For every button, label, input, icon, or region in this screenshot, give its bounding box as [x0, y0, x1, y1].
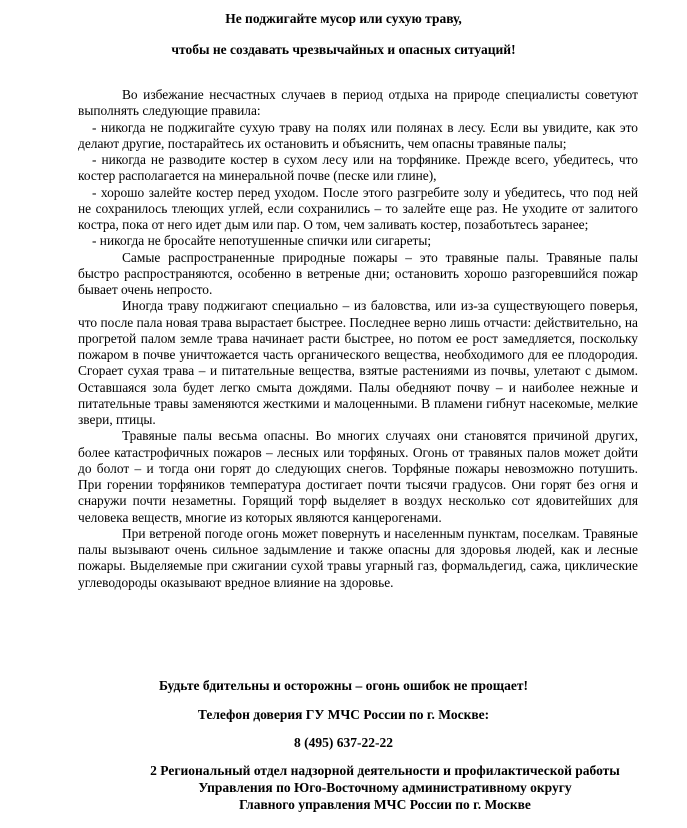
rule-item-4: - никогда не бросайте непотушенные спички или сигареты; — [92, 233, 432, 249]
warning-slogan: Будьте бдительны и осторожны – огонь ошибок не прощает! — [158, 678, 529, 693]
paragraph-danger: Травяные палы весьма опасны. Во многих случаях они становятся причиной других, более катастрофичных пожаров – лесных или торфяных. Огонь от травяных палов может дойти до болот – и тогда они горят до следующих снегов. Торфяные пожары невозможно потушить. При горении торфяников температура достигает почти тысячи градусов. Они горят без огня и снаружи почти незаметны. Горящий торф выделяет в воздух несколько сот ядовитейших для человека веществ, многие из которых являются канцерогенами. — [78, 428, 638, 525]
document-body — [78, 87, 638, 591]
title-line-1: Не поджигайте мусор или сухую траву, — [225, 11, 462, 26]
rule-item-2: - никогда не разводите костер в сухом лесу или на торфянике. Прежде всего, убедитесь, что костер располагается на минеральной почве (песке или глине), — [78, 152, 638, 184]
paragraph-arson-reasons: Иногда траву поджигают специально – из баловства, или из-за существующего поверья, что после пала новая трава вырастает быстрее. Последнее верно лишь отчасти: действительно, на прогретой палом земле трава начинает расти быстрее, но потом ее рост замедляется, поскольку пожаром в почве уничтожается часть органического вещества, необходимого для ее плодородия. Сгорает сухая трава – и питательные вещества, взятые растениями из почвы, улетают с дымом. Оставшаяся зола будет легко смыта дождями. Палы обедняют почву – и наиболее нежные и питательные травы заменяются жесткими и малоценными. В пламени гибнут насекомые, мелкие звери, птицы. — [78, 298, 638, 427]
paragraph-grass-fires: Самые распространенные природные пожары – это травяные палы. Травяные палы быстро распространяются, особенно в ветреные дни; остановить хорошо разгоревшийся пожар бывает очень непросто. — [78, 249, 638, 297]
rule-item-3: - хорошо залейте костер перед уходом. После этого разгребите золу и убедитесь, что под ней не сохранилось тлеющих углей, если сохранились – то залейте еще раз. Не уходите от залитого костра, пока от него идет дым или пар. О том, чем заливать костер, позаботьтесь заранее; — [78, 184, 638, 232]
department-line-3: Главного управления МЧС России по г. Москве — [239, 797, 531, 812]
paragraph-windy-weather: При ветреной погоде огонь может повернуть и населенным пунктам, поселкам. Травяные палы вызывают очень сильное задымление и также опасны для здоровья людей, как и лесные пожары. Выделяемые при сжигании сухой травы угарный газ, формальдегид, сажа, циклические углеводороды оказывают вредное влияние на здоровье. — [78, 525, 638, 590]
hotline-number: 8 (495) 637-22-22 — [294, 735, 393, 750]
rule-item-1: - никогда не поджигайте сухую траву на полях или полянах в лесу. Если вы увидите, как это делают другие, постарайтесь их остановить и объяснить, чем опасны травяные палы; — [78, 119, 638, 151]
department-line-1: 2 Региональный отдел надзорной деятельности и профилактической работы — [150, 763, 620, 778]
department-signature — [120, 762, 650, 813]
hotline-label: Телефон доверия ГУ МЧС России по г. Москве: — [197, 707, 490, 722]
department-line-2: Управления по Юго-Восточному административному округу — [198, 780, 572, 795]
title-line-2: чтобы не создавать чрезвычайных и опасных ситуаций! — [171, 42, 516, 57]
paragraph-intro: Во избежание несчастных случаев в период отдыха на природе специалисты советуют выполнять следующие правила: — [78, 87, 638, 119]
